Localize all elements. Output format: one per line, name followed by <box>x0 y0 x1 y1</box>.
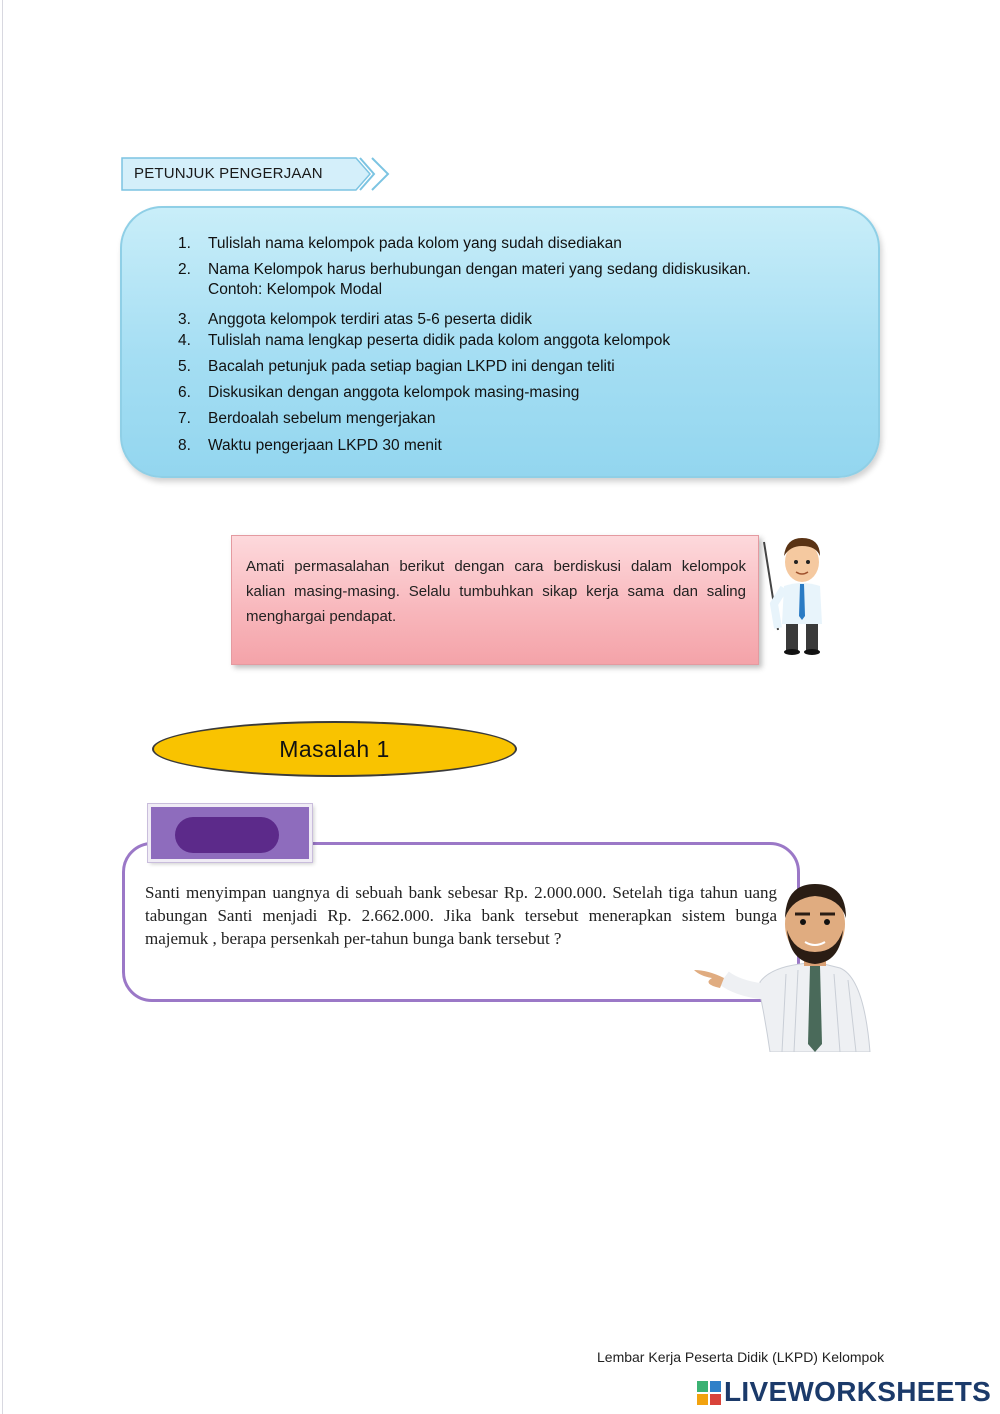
instruction-number: 2. <box>178 261 191 278</box>
instruction-item <box>178 331 838 351</box>
instruction-number: 8. <box>178 437 191 454</box>
instruction-text: Anggota kelompok terdiri atas 5-6 peserta didik <box>208 311 532 328</box>
instruction-item <box>178 436 838 456</box>
footer-caption: Lembar Kerja Peserta Didik (LKPD) Kelompok <box>597 1349 885 1365</box>
page-edge <box>2 0 3 1414</box>
problem-card-tab <box>148 804 312 862</box>
instruction-text: Diskusikan dengan anggota kelompok masing-masing <box>208 384 580 401</box>
instruction-number: 5. <box>178 358 191 375</box>
section-banner <box>120 156 392 192</box>
instruction-text: Tulislah nama lengkap peserta didik pada kolom anggota kelompok <box>208 332 671 349</box>
instruction-text: Berdoalah sebelum mengerjakan <box>208 410 436 427</box>
problem-text: Santi menyimpan uangnya di sebuah bank sebesar Rp. 2.000.000. Setelah tiga tahun uang tabungan Santi menjadi Rp. 2.662.000. Jika bank tersebut menerapkan sistem bunga majemuk , berapa persenkah per-tahun bunga bank tersebut ? <box>145 883 777 948</box>
instruction-item <box>178 310 838 330</box>
instruction-number: 7. <box>178 410 191 427</box>
instruction-text: Nama Kelompok harus berhubungan dengan materi yang sedang didiskusikan. <box>208 261 751 278</box>
instruction-number: 6. <box>178 384 191 401</box>
problem-heading-oval <box>152 721 517 777</box>
problem-heading: Masalah 1 <box>279 736 390 762</box>
instructions-list <box>178 234 838 456</box>
instruction-item <box>178 234 838 254</box>
instruction-item <box>178 357 838 377</box>
instruction-item <box>178 409 838 429</box>
instruction-item <box>178 383 838 403</box>
redacted-label <box>175 817 279 853</box>
instruction-item <box>178 260 838 300</box>
teacher-pointing-icon <box>762 532 834 656</box>
banner-title: PETUNJUK PENGERJAAN <box>134 165 323 182</box>
instruction-example: Contoh: Kelompok Modal <box>208 281 383 298</box>
liveworksheets-logo-icon <box>696 1380 722 1406</box>
instruction-number: 3. <box>178 311 191 328</box>
brand-text: LIVEWORKSHEETS <box>724 1376 992 1407</box>
instruction-text: Tulislah nama kelompok pada kolom yang sudah disediakan <box>208 235 622 252</box>
notice-text: Amati permasalahan berikut dengan cara berdiskusi dalam kelompok kalian masing-masing. Selalu tumbuhkan sikap kerja sama dan saling menghargai pendapat. <box>246 558 746 625</box>
instruction-text: Waktu pengerjaan LKPD 30 menit <box>208 437 442 454</box>
instruction-number: 4. <box>178 332 191 349</box>
instructions-box <box>120 206 880 478</box>
teacher-presenting-icon <box>690 874 876 1052</box>
notice-box <box>231 535 759 665</box>
instruction-text: Bacalah petunjuk pada setiap bagian LKPD ini dengan teliti <box>208 358 615 375</box>
instruction-number: 1. <box>178 235 191 252</box>
